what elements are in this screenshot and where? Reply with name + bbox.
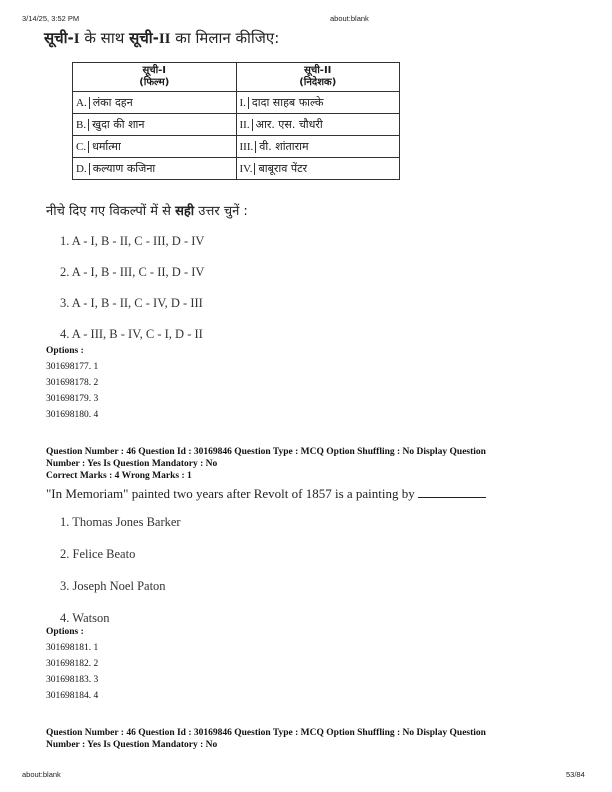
list-1-header: सूची-I (फिल्म) — [73, 63, 237, 92]
print-datetime: 3/14/25, 3:52 PM — [22, 14, 80, 23]
list-2-cell: III. वी. शांताराम — [236, 136, 400, 158]
print-title: about:blank — [330, 14, 369, 23]
table-row — [73, 114, 400, 136]
question-45-instruction: नीचे दिए गए विकल्पों में से सही उत्तर चुनें : — [46, 204, 248, 219]
q46-repeat-meta: Question Number : 46 Question Id : 30169846 Question Type : MCQ Option Shuffling : No Display Question Number : Yes Is Question Mandatory : No — [46, 728, 486, 750]
list-2-cell: II. आर. एस. चौधरी — [236, 114, 400, 136]
q46-choice-4: 4. Watson — [60, 611, 110, 625]
answer-blank — [418, 487, 486, 498]
q46-option-id-1: 301698181. 1 — [46, 643, 99, 653]
q45-choice-2: 2. A - I, B - III, C - II, D - IV — [60, 265, 205, 279]
q46-choice-1: 1. Thomas Jones Barker — [60, 515, 181, 529]
list-1-cell: A. लंका दहन — [73, 92, 237, 114]
q46-stem: "In Memoriam" painted two years after Revolt of 1857 is a painting by — [46, 486, 486, 502]
list-2-cell: IV. बाबूराव पेंटर — [236, 158, 400, 180]
match-table-header — [73, 63, 400, 92]
q45-option-id-4: 301698180. 4 — [46, 410, 99, 420]
q46-option-id-3: 301698183. 3 — [46, 675, 99, 685]
q45-option-id-1: 301698177. 1 — [46, 362, 99, 372]
page-number: 53/84 — [566, 770, 585, 779]
table-row — [73, 92, 400, 114]
table-row — [73, 158, 400, 180]
footer-url: about:blank — [22, 770, 61, 779]
table-row — [73, 136, 400, 158]
q45-choice-1: 1. A - I, B - II, C - III, D - IV — [60, 234, 205, 248]
list-1-cell: B. खुदा की शान — [73, 114, 237, 136]
match-table — [72, 62, 400, 180]
question-45-title: सूची-I के साथ सूची-II का मिलान कीजिए: — [44, 29, 280, 47]
q46-choice-3: 3. Joseph Noel Paton — [60, 579, 166, 593]
q45-choice-3: 3. A - I, B - II, C - IV, D - III — [60, 296, 203, 310]
q45-options-label: Options : — [46, 346, 84, 356]
q46-meta: Question Number : 46 Question Id : 30169846 Question Type : MCQ Option Shuffling : No Display Question Number : Yes Is Question Mandatory : No Correct Marks : 4 Wrong Marks : 1 — [46, 447, 486, 481]
list-2-header: सूची-II (निदेशक) — [236, 63, 400, 92]
list-2-cell: I. दादा साहब फाल्के — [236, 92, 400, 114]
q46-option-id-2: 301698182. 2 — [46, 659, 99, 669]
q46-option-id-4: 301698184. 4 — [46, 691, 99, 701]
q46-choice-2: 2. Felice Beato — [60, 547, 136, 561]
q45-option-id-2: 301698178. 2 — [46, 378, 99, 388]
q46-options-label: Options : — [46, 627, 84, 637]
list-1-cell: D. कल्याण कजिना — [73, 158, 237, 180]
q45-choice-4: 4. A - III, B - IV, C - I, D - II — [60, 327, 203, 341]
list-1-cell: C. धर्मात्मा — [73, 136, 237, 158]
q45-option-id-3: 301698179. 3 — [46, 394, 99, 404]
